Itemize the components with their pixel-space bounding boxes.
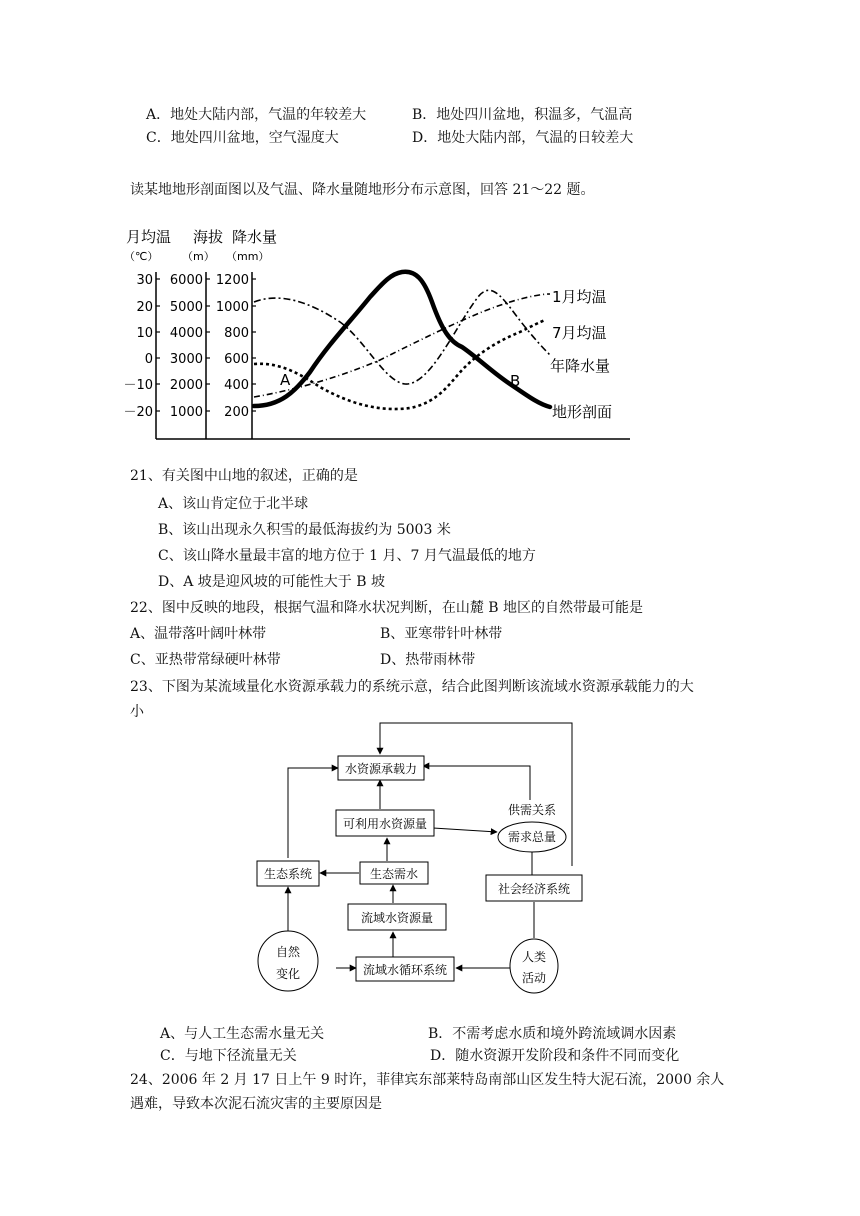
- axis-title-temp: 月均温: [126, 228, 172, 246]
- legend-terrain-profile: 地形剖面: [552, 403, 613, 421]
- eco-water-demand-label: 生态需水: [369, 867, 419, 881]
- temp-tick: 20: [136, 300, 153, 315]
- axis-unit-elev: （m）: [182, 250, 215, 263]
- legend-july-temp: 7月均温: [552, 324, 607, 342]
- q22-stem: 22、图中反映的地段，根据气温和降水状况判断，在山麓 B 地区的自然带最可能是: [130, 600, 644, 616]
- temp-tick: 10: [136, 326, 153, 341]
- water-cycle-label: 流域水循环系统: [362, 963, 448, 977]
- ecosystem-label: 生态系统: [263, 867, 313, 881]
- q23-option-d: D．随水资源开发阶段和条件不同而变化: [430, 1048, 680, 1064]
- basin-water-label: 流域水资源量: [360, 911, 434, 925]
- q22-option-a: A、温带落叶阔叶林带: [130, 626, 267, 642]
- legend-annual-precip: 年降水量: [550, 357, 611, 375]
- elev-tick: 6000: [169, 273, 203, 288]
- temp-tick: 0: [144, 352, 153, 367]
- intro-text: 读某地地形剖面图以及气温、降水量随地形分布示意图，回答 21～22 题。: [130, 182, 595, 198]
- precip-tick: 1000: [215, 300, 249, 315]
- precip-tick: 600: [224, 352, 249, 367]
- annual-precip-line: [254, 320, 545, 409]
- arrow-eco-to-capacity: [288, 768, 338, 858]
- q24-line1: 24、2006 年 2 月 17 日上午 9 时许，菲律宾东部莱特岛南部山区发生特大泥石流，2000 余人: [130, 1072, 725, 1088]
- elev-tick: 2000: [169, 378, 203, 393]
- prev-option-b: B．地处四川盆地，积温多，气温高: [412, 107, 633, 123]
- jan-temp-line: [254, 290, 550, 384]
- temp-tick: －20: [123, 405, 153, 420]
- water-capacity-system-diagram: [250, 718, 595, 998]
- q24-line2: 遇难，导致本次泥石流灾害的主要原因是: [130, 1096, 382, 1112]
- axis-unit-temp: （℃）: [124, 250, 159, 263]
- q21-option-a: A、该山肯定位于北半球: [158, 496, 309, 512]
- axis-unit-precip: （mm）: [226, 250, 270, 263]
- q23-stem-line2: 小: [130, 704, 144, 720]
- natural-change-circle: [258, 931, 318, 991]
- available-water-label: 可利用水资源量: [342, 817, 428, 831]
- precip-tick: 400: [224, 378, 249, 393]
- arrow-available-to-demand: [433, 828, 497, 832]
- q22-option-c: C、亚热带常绿硬叶林带: [130, 652, 281, 668]
- supply-demand-label: 供需关系: [507, 803, 557, 817]
- point-a-label: A: [280, 371, 291, 389]
- q23-option-c: C．与地下径流量无关: [160, 1048, 297, 1064]
- temp-tick: 30: [136, 273, 153, 288]
- legend-jan-temp: 1月均温: [552, 288, 607, 306]
- prev-option-a: A．地处大陆内部，气温的年较差大: [146, 107, 367, 123]
- carrying-capacity-label: 水资源承载力: [344, 762, 418, 776]
- q22-option-d: D、热带雨林带: [380, 652, 476, 668]
- axis-title-precip: 降水量: [232, 228, 278, 246]
- precip-tick: 1200: [215, 273, 249, 288]
- elev-tick: 1000: [169, 405, 203, 420]
- socio-economic-label: 社会经济系统: [497, 882, 571, 896]
- total-demand-label: 需求总量: [507, 830, 557, 844]
- prev-option-c: C．地处四川盆地，空气湿度大: [146, 130, 339, 146]
- precip-tick: 800: [224, 326, 249, 341]
- q21-option-c: C、该山降水量最丰富的地方位于 1 月、7 月气温最低的地方: [158, 548, 536, 564]
- q23-stem-line1: 23、下图为某流域量化水资源承载力的系统示意，结合此图判断该流域水资源承载能力的大: [130, 679, 694, 695]
- terrain-profile-figure: [120, 222, 640, 444]
- q23-option-a: A、与人工生态需水量无关: [160, 1026, 325, 1042]
- prev-option-d: D．地处大陆内部，气温的日较差大: [412, 130, 634, 146]
- q21-stem: 21、有关图中山地的叙述，正确的是: [130, 468, 358, 484]
- elev-tick: 5000: [169, 300, 203, 315]
- elev-tick: 3000: [169, 352, 203, 367]
- q21-option-b: B、该山出现永久积雪的最低海拔约为 5003 米: [158, 522, 451, 538]
- q23-option-b: B．不需考虑水质和境外跨流域调水因素: [428, 1026, 677, 1042]
- axis-title-elev: 海拔: [193, 228, 224, 246]
- q21-option-d: D、A 坡是迎风坡的可能性大于 B 坡: [158, 574, 385, 590]
- arrow-supply-to-capacity: [423, 766, 530, 800]
- natural-change-label-1: 自然: [275, 945, 301, 959]
- human-activity-label-1: 人类: [521, 950, 547, 964]
- human-activity-label-2: 活动: [521, 971, 547, 985]
- temp-tick: －10: [123, 378, 153, 393]
- point-b-label: B: [510, 372, 521, 390]
- q22-option-b: B、亚寒带针叶林带: [380, 626, 503, 642]
- precip-tick: 200: [224, 405, 249, 420]
- elev-tick: 4000: [169, 326, 203, 341]
- natural-change-label-2: 变化: [275, 967, 301, 981]
